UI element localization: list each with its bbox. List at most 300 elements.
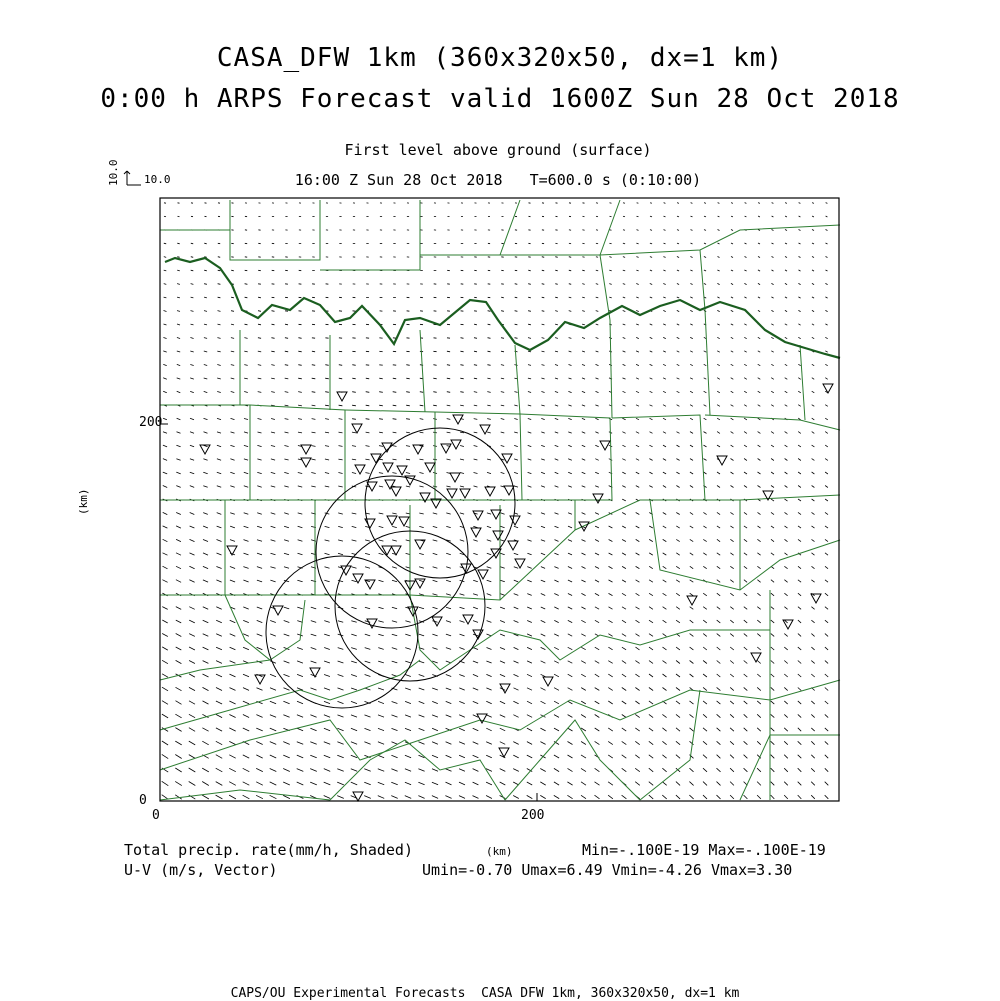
wind-vector-arrow — [649, 647, 653, 650]
wind-vector-arrow — [635, 741, 639, 744]
wind-vector-arrow — [513, 755, 518, 758]
wind-vector-arrow — [608, 795, 613, 799]
wind-vector-arrow — [744, 566, 747, 568]
wind-vector-arrow — [500, 674, 505, 676]
wind-vector-arrow — [784, 795, 788, 799]
wind-vector-arrow — [445, 796, 451, 799]
wind-vector-arrow — [352, 392, 356, 393]
wind-vector-arrow — [432, 769, 438, 772]
wind-vector-arrow — [676, 647, 680, 650]
wind-vector-arrow — [825, 418, 828, 420]
wind-vector-arrow — [203, 566, 208, 568]
wind-vector-arrow — [609, 607, 613, 609]
wind-vector-arrow — [703, 768, 707, 772]
wind-vector-arrow — [649, 445, 652, 447]
wind-vector-arrow — [351, 661, 357, 663]
wind-vector-arrow — [474, 432, 478, 433]
wind-vector-arrow — [650, 284, 652, 285]
wind-vector-arrow — [690, 351, 693, 352]
wind-vector-arrow — [731, 445, 734, 447]
wind-vector-arrow — [718, 243, 720, 244]
wind-vector-arrow — [230, 580, 235, 582]
wind-vector-arrow — [216, 620, 222, 622]
wind-vector-arrow — [798, 620, 801, 623]
wind-vector-arrow — [609, 257, 611, 258]
wind-vector-arrow — [622, 755, 627, 758]
wind-vector-arrow — [528, 445, 532, 446]
wind-vector-arrow — [568, 674, 573, 677]
wind-vector-arrow — [582, 432, 585, 433]
wind-vector-arrow — [447, 378, 450, 379]
wind-vector-arrow — [406, 405, 410, 406]
wind-vector-arrow — [758, 351, 760, 352]
wind-vector-arrow — [351, 621, 356, 623]
wind-vector-arrow — [581, 768, 586, 771]
wind-vector-arrow — [717, 337, 719, 338]
wind-vector-arrow — [189, 661, 195, 664]
wind-vector-arrow — [325, 553, 330, 554]
wind-vector-arrow — [608, 688, 612, 691]
wind-vector-arrow — [771, 432, 774, 434]
wind-vector-arrow — [392, 728, 398, 730]
wind-vector-arrow — [608, 741, 613, 744]
wind-vector-arrow — [635, 674, 639, 677]
wind-vector-arrow — [447, 405, 451, 406]
station-triangle-icon — [453, 415, 463, 424]
wind-vector-arrow — [473, 701, 478, 703]
wind-vector-arrow — [406, 419, 410, 420]
wind-vector-arrow — [650, 364, 653, 365]
wind-vector-arrow — [325, 446, 329, 447]
wind-vector-arrow — [392, 621, 397, 623]
wind-vector-arrow — [690, 324, 692, 325]
wind-vector-arrow — [596, 203, 598, 204]
wind-vector-arrow — [203, 661, 209, 664]
wind-vector-arrow — [515, 338, 518, 339]
wind-vector-arrow — [162, 607, 167, 610]
wind-vector-arrow — [243, 701, 249, 704]
valid-time-subtitle: 16:00 Z Sun 28 Oct 2018 T=600.0 s (0:10:00) — [0, 173, 996, 188]
wind-vector-arrow — [513, 715, 518, 718]
wind-vector-arrow — [487, 567, 492, 569]
wind-vector-arrow — [541, 459, 545, 460]
wind-vector-arrow — [337, 755, 343, 758]
wind-vector-arrow — [541, 486, 545, 487]
wind-vector-arrow — [757, 795, 761, 799]
wind-vector-arrow — [176, 539, 181, 541]
wind-vector-arrow — [812, 459, 815, 461]
wind-vector-arrow — [244, 553, 249, 555]
wind-vector-arrow — [204, 270, 207, 271]
wind-vector-arrow — [365, 621, 370, 623]
wind-vector-arrow — [527, 701, 532, 704]
wind-vector-arrow — [676, 688, 680, 691]
wind-vector-arrow — [717, 647, 721, 650]
wind-vector-arrow — [744, 795, 748, 799]
wind-vector-arrow — [771, 499, 774, 501]
wind-vector-arrow — [555, 540, 559, 542]
wind-vector-arrow — [216, 701, 222, 704]
wind-vector-arrow — [297, 648, 303, 650]
wind-vector-arrow — [730, 634, 734, 637]
wind-vector-arrow — [338, 621, 343, 623]
wind-vector-arrow — [405, 728, 411, 730]
wind-vector-arrow — [325, 459, 329, 460]
wind-vector-arrow — [257, 688, 263, 691]
wind-vector-arrow — [541, 634, 546, 636]
wind-vector-arrow — [501, 311, 504, 312]
wind-vector-arrow — [392, 702, 398, 704]
wind-vector-arrow — [473, 769, 479, 772]
wind-vector-arrow — [636, 391, 639, 392]
wind-vector-arrow — [812, 324, 814, 325]
wind-vector-arrow — [256, 715, 262, 718]
wind-vector-arrow — [243, 795, 250, 799]
wind-vector-arrow — [365, 728, 371, 730]
wind-vector-arrow — [595, 580, 599, 582]
wind-vector-arrow — [609, 284, 611, 285]
wind-vector-arrow — [176, 687, 182, 690]
wind-vector-arrow — [488, 351, 491, 352]
wind-vector-arrow — [487, 459, 491, 460]
wind-vector-arrow — [297, 674, 303, 676]
wind-vector-arrow — [311, 473, 315, 474]
wind-vector-arrow — [623, 324, 626, 325]
wind-vector-arrow — [365, 607, 370, 609]
wind-vector-arrow — [825, 512, 828, 514]
wind-vector-arrow — [337, 796, 344, 799]
wind-vector-arrow — [825, 580, 828, 582]
wind-vector-arrow — [704, 257, 706, 258]
wind-vector-arrow — [418, 769, 424, 772]
wind-vector-arrow — [339, 378, 342, 379]
wind-vector-arrow — [338, 513, 343, 514]
wind-vector-arrow — [690, 674, 694, 677]
wind-vector-arrow — [636, 243, 638, 244]
wind-vector-arrow — [744, 459, 747, 461]
wind-vector-arrow — [189, 634, 195, 637]
wind-vector-arrow — [203, 445, 207, 446]
wind-vector-arrow — [324, 648, 330, 650]
wind-vector-arrow — [554, 688, 559, 691]
wind-vector-arrow — [162, 754, 168, 758]
wind-vector-arrow — [459, 675, 464, 677]
wind-vector-arrow — [677, 405, 680, 407]
wind-vector-arrow — [812, 283, 814, 284]
wind-vector-arrow — [825, 432, 828, 434]
wind-vector-arrow — [190, 472, 194, 474]
wind-vector-arrow — [177, 284, 180, 285]
wind-vector-arrow — [582, 284, 584, 285]
wind-vector-arrow — [540, 782, 545, 785]
wind-vector-arrow — [676, 701, 680, 704]
wind-vector-arrow — [527, 795, 533, 798]
wind-vector-arrow — [650, 203, 652, 204]
wind-vector-arrow — [514, 432, 518, 433]
wind-vector-arrow — [352, 526, 357, 527]
wind-vector-arrow — [163, 338, 166, 339]
wind-vector-arrow — [758, 230, 760, 231]
wind-vector-arrow — [636, 311, 639, 312]
wind-vector-arrow — [244, 351, 247, 352]
wind-vector-arrow — [731, 297, 733, 298]
station-triangle-icon — [508, 541, 518, 550]
wind-vector-arrow — [798, 539, 801, 541]
wind-vector-arrow — [649, 526, 653, 528]
wind-vector-arrow — [622, 566, 626, 568]
wind-vector-arrow — [690, 418, 693, 420]
wind-vector-arrow — [690, 620, 694, 623]
wind-vector-arrow — [717, 580, 720, 583]
wind-vector-arrow — [676, 795, 680, 799]
wind-vector-arrow — [528, 324, 531, 325]
wind-vector-arrow — [554, 553, 558, 555]
wind-vector-arrow — [256, 755, 262, 758]
wind-vector-arrow — [486, 728, 491, 731]
wind-vector-arrow — [351, 648, 357, 650]
wind-vector-arrow — [569, 365, 572, 366]
wind-vector-arrow — [365, 553, 370, 554]
wind-vector-arrow — [717, 432, 720, 434]
wind-vector-arrow — [217, 365, 220, 366]
wind-vector-arrow — [622, 741, 627, 744]
station-triangle-icon — [473, 511, 483, 520]
wind-vector-arrow — [393, 405, 397, 406]
wind-vector-arrow — [785, 310, 787, 311]
wind-vector-arrow — [270, 742, 276, 745]
wind-vector-arrow — [826, 270, 828, 271]
wind-vector-arrow — [541, 472, 545, 473]
wind-vector-arrow — [231, 338, 234, 339]
wind-vector-arrow — [528, 351, 531, 352]
wind-vector-arrow — [513, 796, 519, 799]
wind-vector-arrow — [297, 728, 303, 731]
wind-vector-arrow — [433, 513, 437, 514]
wind-vector-arrow — [163, 539, 168, 541]
wind-vector-arrow — [581, 593, 585, 595]
wind-vector-arrow — [324, 728, 330, 730]
wind-vector-arrow — [324, 715, 330, 717]
wind-vector-arrow — [176, 607, 181, 610]
wind-vector-arrow — [406, 486, 410, 487]
wind-vector-arrow — [500, 648, 505, 650]
wind-vector-arrow — [663, 607, 667, 610]
wind-vector-arrow — [312, 365, 315, 366]
wind-vector-arrow — [609, 593, 613, 595]
wind-vector-arrow — [190, 432, 194, 433]
wind-vector-arrow — [203, 580, 208, 582]
wind-vector-arrow — [527, 526, 531, 528]
wind-vector-arrow — [757, 580, 760, 583]
wind-vector-arrow — [258, 378, 262, 379]
station-triangle-icon — [600, 441, 610, 450]
wind-vector-arrow — [731, 405, 734, 407]
wind-vector-arrow — [433, 526, 437, 527]
wind-vector-arrow — [636, 553, 640, 555]
wind-vector-arrow — [191, 257, 193, 258]
station-triangle-icon — [493, 531, 503, 540]
wind-vector-arrow — [758, 391, 761, 393]
wind-vector-arrow — [677, 418, 680, 420]
wind-vector-arrow — [446, 701, 452, 703]
wind-vector-arrow — [623, 243, 625, 244]
wind-vector-arrow — [825, 297, 827, 298]
wind-vector-arrow — [609, 297, 611, 298]
wind-vector-arrow — [175, 714, 181, 718]
wind-vector-arrow — [244, 419, 248, 420]
wind-vector-arrow — [378, 648, 383, 650]
wind-vector-arrow — [500, 728, 505, 731]
wind-vector-arrow — [663, 539, 667, 541]
wind-vector-arrow — [218, 270, 221, 271]
wind-vector-arrow — [541, 526, 545, 528]
wind-vector-arrow — [338, 526, 343, 527]
station-triangle-icon — [460, 489, 470, 498]
wind-vector-arrow — [447, 459, 451, 460]
wind-vector-arrow — [703, 647, 707, 650]
wind-vector-arrow — [582, 297, 585, 298]
wind-vector-arrow — [744, 405, 747, 407]
station-triangle-icon — [579, 522, 589, 531]
wind-vector-arrow — [432, 634, 437, 636]
wind-vector-arrow — [418, 796, 424, 799]
wind-vector-arrow — [609, 243, 611, 244]
wind-vector-arrow — [784, 593, 787, 596]
wind-vector-arrow — [664, 203, 666, 204]
wind-vector-arrow — [825, 283, 827, 284]
wind-vector-arrow — [744, 432, 747, 434]
wind-vector-arrow — [663, 634, 667, 637]
wind-vector-arrow — [203, 687, 209, 690]
wind-vector-arrow — [731, 391, 734, 393]
wind-vector-arrow — [216, 768, 223, 772]
wind-vector-arrow — [460, 446, 464, 447]
wind-vector-arrow — [798, 728, 801, 731]
wind-vector-arrow — [176, 701, 182, 705]
wind-vector-arrow — [582, 338, 585, 339]
wind-vector-arrow — [690, 634, 694, 637]
wind-vector-arrow — [256, 742, 262, 745]
wind-vector-arrow — [595, 688, 600, 691]
wind-vector-arrow — [203, 647, 209, 650]
wind-vector-arrow — [189, 741, 195, 745]
station-triangle-icon — [450, 473, 460, 482]
wind-vector-arrow — [270, 769, 277, 772]
wind-vector-arrow — [798, 782, 802, 786]
wind-vector-arrow — [636, 337, 639, 338]
wind-vector-arrow — [474, 405, 477, 406]
wind-vector-arrow — [271, 378, 275, 379]
wind-vector-arrow — [595, 445, 598, 446]
wind-vector-arrow — [420, 432, 424, 433]
wind-vector-arrow — [744, 337, 746, 338]
wind-vector-arrow — [514, 567, 518, 569]
wind-vector-arrow — [784, 728, 788, 731]
wind-vector-arrow — [202, 795, 209, 799]
wind-vector-arrow — [650, 337, 653, 338]
wind-vector-arrow — [758, 486, 761, 488]
wind-vector-arrow — [189, 782, 196, 786]
wind-vector-arrow — [514, 486, 518, 487]
wind-vector-arrow — [635, 728, 639, 731]
wind-vector-arrow — [379, 553, 384, 554]
wind-vector-arrow — [635, 755, 639, 758]
plot-title-line2: 0:00 h ARPS Forecast valid 1600Z Sun 28 Oct 2018 — [0, 86, 1000, 112]
wind-vector-arrow — [393, 459, 397, 460]
wind-vector-arrow — [745, 216, 747, 217]
wind-vector-arrow — [285, 392, 289, 393]
wind-vector-arrow — [203, 634, 209, 637]
wind-vector-arrow — [189, 755, 195, 759]
wind-vector-arrow — [596, 270, 598, 271]
wind-vector-arrow — [636, 459, 639, 461]
wind-vector-arrow — [568, 459, 572, 460]
wind-vector-arrow — [527, 728, 532, 731]
wind-vector-arrow — [622, 674, 626, 677]
wind-vector-arrow — [419, 553, 424, 554]
wind-vector-arrow — [582, 472, 586, 474]
wind-vector-arrow — [825, 714, 828, 717]
wind-vector-arrow — [784, 674, 787, 677]
wind-vector-arrow — [514, 405, 517, 406]
wind-vector-arrow — [717, 364, 720, 365]
wind-vector-arrow — [175, 728, 181, 732]
wind-vector-arrow — [812, 539, 815, 541]
wind-vector-arrow — [663, 620, 667, 623]
station-triangle-icon — [432, 617, 442, 626]
wind-vector-arrow — [744, 391, 747, 393]
wind-vector-arrow — [379, 540, 384, 541]
wind-vector-arrow — [460, 594, 465, 596]
wind-vector-arrow — [230, 445, 234, 446]
level-subtitle: First level above ground (surface) — [0, 143, 996, 158]
wind-vector-arrow — [676, 674, 680, 677]
wind-vector-arrow — [513, 701, 518, 703]
wind-vector-arrow — [284, 553, 289, 555]
precip-field-label: Total precip. rate(mm/h, Shaded) — [124, 843, 413, 858]
wind-vector-arrow — [406, 432, 410, 433]
wind-vector-arrow — [758, 526, 761, 528]
wind-vector-arrow — [272, 311, 275, 312]
wind-vector-arrow — [663, 391, 666, 392]
wind-vector-arrow — [432, 728, 438, 730]
wind-vector-arrow — [636, 351, 639, 352]
wind-vector-arrow — [704, 459, 707, 461]
wind-vector-arrow — [190, 526, 195, 528]
wind-vector-arrow — [690, 539, 693, 541]
wind-vector-arrow — [364, 796, 371, 799]
precip-field-stats: Min=-.100E-19 Max=-.100E-19 — [582, 843, 826, 858]
wind-vector-arrow — [379, 473, 383, 474]
wind-vector-arrow — [784, 687, 787, 690]
wind-vector-arrow — [339, 405, 343, 406]
wind-vector-arrow — [595, 701, 600, 704]
wind-vector-arrow — [704, 418, 707, 420]
wind-vector-arrow — [730, 661, 734, 664]
wind-vector-arrow — [176, 620, 181, 623]
wind-vector-arrow — [297, 715, 303, 717]
wind-vector-arrow — [271, 486, 275, 487]
wind-vector-arrow — [608, 634, 612, 637]
wind-vector-arrow — [610, 203, 612, 204]
wind-vector-arrow — [191, 270, 194, 271]
wind-vector-arrow — [527, 782, 532, 785]
wind-vector-arrow — [622, 728, 626, 731]
wind-vector-arrow — [596, 324, 599, 325]
wind-vector-arrow — [542, 324, 545, 325]
wind-vector-arrow — [731, 418, 734, 420]
wind-vector-arrow — [731, 324, 733, 325]
